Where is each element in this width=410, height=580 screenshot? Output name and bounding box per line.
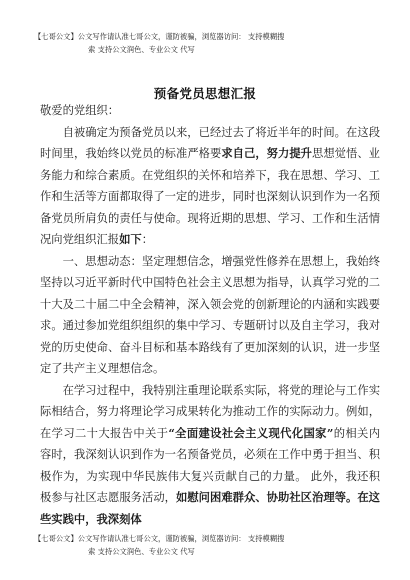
paragraph-practice-emphasis: 。在这些实践中，我深刻体 [40, 490, 380, 526]
paragraph-practice-emphasis: 如慰问困难群众、协助社区治理等 [176, 490, 346, 504]
footer-watermark [34, 532, 384, 558]
paragraph-intro-emphasis: 如下 [119, 232, 142, 246]
header-watermark-line1: 【七哥公文】公文写作请认准七哥公文，谨防被骗，浏览器访问： 支持模糊搜 [34, 32, 285, 41]
paragraph-practice [40, 380, 380, 531]
document-title: 预备党员思想汇报 [153, 86, 257, 101]
paragraph-intro-part: ： [141, 233, 154, 246]
footer-watermark-line1: 【七哥公文】公文写作请认准七哥公文，谨防被骗，浏览器访问： 支持模糊搜 [34, 534, 285, 543]
paragraph-intro-part: 思想觉悟、业务能力和综合素质。在党组织的关怀和培养下，我在思想、学习、工作和生活等方面都取得了一定的进步，同时也深刻认识到作为一名预备党员所肩负的责任与使命。现将近期的思想、学习、工作和生活情况向党组织汇报 [40, 147, 380, 246]
footer-watermark-line2: 索 支持公文润色、专业公文 代写 [88, 547, 195, 556]
paragraph-intro-part: 自被确定为预备党员以来，已经过去了将近半年的时间。在这段时间里，我始终以党员的标准严格要 [40, 125, 380, 160]
paragraph-thought: 一、思想动态：坚定理想信念，增强党性修养在思想上，我始终坚持以习近平新时代中国特色社会主义思想为指导，认真学习党的二十大及二十届二中全会精神，深入领会党的创新理论的内涵和实践要求。通过参加党组织组织的集中学习、专题研讨以及自主学习，我对党的历史使命、奋斗目标和基本路线有了更加深刻的认识，进一步坚定了共产主义理想信念。 [40, 254, 380, 375]
header-watermark-line2: 索 支持公文润色、专业公文 代写 [88, 45, 195, 54]
paragraph-intro [40, 122, 380, 251]
header-watermark [34, 30, 384, 56]
paragraph-practice-part: 的相关内容时，我深刻认识到作为一名预备党员，必须在工作中勇于担当、积极作为，为实现中华民族伟大复兴贡献自己的力量。 此外，我还积极参与社区志愿服务活动， [40, 426, 380, 504]
paragraph-practice-emphasis: “全面建设社会主义现代化国家” [168, 425, 334, 440]
paragraph-intro-emphasis: 求自己，努力提升 [221, 146, 313, 160]
salutation: 敬爱的党组织： [40, 104, 120, 117]
document-body [40, 100, 380, 530]
paragraph-practice-part: 在学习过程中，我特别注重理论联系实际，将党的理论与工作实际相结合，努力将理论学习成果转化为推动工作的实际动力。例如，在学习二十大报告中关于 [40, 383, 380, 440]
